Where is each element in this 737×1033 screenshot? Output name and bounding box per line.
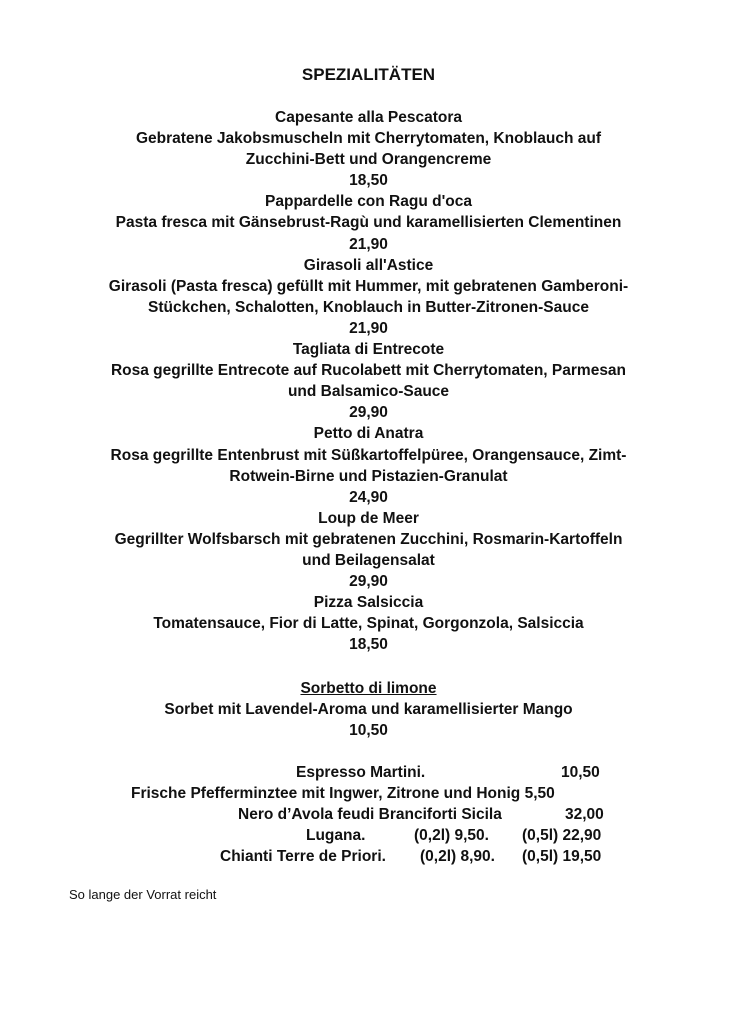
drink-name: Nero d’Avola feudi Branciforti Sicila <box>238 806 502 824</box>
dish-name: Petto di Anatra <box>313 425 424 443</box>
dish-name: Pizza Salsiccia <box>313 594 424 612</box>
drink-price: 10,50 <box>561 764 600 781</box>
dish-item <box>60 107 677 191</box>
dessert-name: Sorbetto di limone <box>300 680 437 697</box>
dish-price: 29,90 <box>349 573 388 591</box>
drink-name: Espresso Martini. <box>296 764 426 781</box>
drink-text: Frische Pfefferminztee mit Ingwer, Zitrone und Honig 5,50 <box>131 785 555 803</box>
dish-name: Pappardelle con Ragu d'oca <box>265 193 472 211</box>
drink-row <box>0 804 737 825</box>
dish-name: Loup de Meer <box>318 509 419 527</box>
dish-price: 24,90 <box>349 488 388 506</box>
drink-row <box>0 846 737 867</box>
dish-description-line: Gebratene Jakobsmuscheln mit Cherrytomaten, Knoblauch auf <box>135 130 602 148</box>
dish-name: Capesante alla Pescatora <box>275 109 462 126</box>
dish-item <box>60 191 677 254</box>
dessert-price: 10,50 <box>349 722 388 740</box>
drink-price-small: (0,2l) 9,50. <box>414 827 489 845</box>
dish-price: 18,50 <box>349 172 388 190</box>
dish-name: Girasoli all'Astice <box>303 256 434 274</box>
availability-note: So lange der Vorrat reicht <box>69 887 217 902</box>
dish-description-line: Gegrillter Wolfsbarsch mit gebratenen Zucchini, Rosmarin-Kartoffeln <box>114 530 623 548</box>
dish-description-line: Girasoli (Pasta fresca) gefüllt mit Hummer, mit gebratenen Gamberoni- <box>108 277 629 295</box>
dessert-description: Sorbet mit Lavendel-Aroma und karamellisierter Mango <box>164 701 573 719</box>
dish-item <box>60 255 677 339</box>
drink-name: Lugana. <box>306 827 366 845</box>
dish-item <box>60 592 677 655</box>
drink-price: 32,00 <box>565 806 604 824</box>
dish-description-line: Rotwein-Birne und Pistazien-Granulat <box>229 467 508 485</box>
dish-item <box>60 423 677 507</box>
dish-description-line: Rosa gegrillte Entenbrust mit Süßkartoffelpüree, Orangensauce, Zimt- <box>110 446 627 464</box>
dish-name: Tagliata di Entrecote <box>292 341 445 359</box>
dish-description-line: Tomatensauce, Fior di Latte, Spinat, Gorgonzola, Salsiccia <box>153 615 584 633</box>
dessert-section <box>60 678 677 741</box>
drinks-list <box>0 762 737 867</box>
drink-price-small: (0,2l) 8,90. <box>420 848 495 866</box>
dish-description-line: Stückchen, Schalotten, Knoblauch in Butter-Zitronen-Sauce <box>148 298 589 316</box>
drink-name: Chianti Terre de Priori. <box>220 848 386 866</box>
dish-description-line: und Balsamico-Sauce <box>287 383 450 401</box>
dish-description-line: Pasta fresca mit Gänsebrust-Ragù und karamellisierten Clementinen <box>115 214 622 232</box>
dish-description-line: Zucchini-Bett und Orangencreme <box>245 151 492 169</box>
dish-list <box>60 107 677 655</box>
drink-row <box>0 783 737 804</box>
dish-price: 21,90 <box>349 235 388 253</box>
page-title: SPEZIALITÄTEN <box>301 65 436 84</box>
dish-description-line: Rosa gegrillte Entrecote auf Rucolabett mit Cherrytomaten, Parmesan <box>110 362 627 380</box>
drink-row <box>0 762 737 783</box>
drink-price-large: (0,5l) 22,90 <box>522 827 602 845</box>
dish-item <box>60 339 677 423</box>
drink-row <box>0 825 737 846</box>
dish-price: 29,90 <box>349 404 388 422</box>
drink-price-large: (0,5l) 19,50 <box>522 848 602 866</box>
dish-item <box>60 508 677 592</box>
dish-description-line: und Beilagensalat <box>302 551 435 569</box>
dish-price: 21,90 <box>349 319 388 337</box>
dish-price: 18,50 <box>349 636 388 654</box>
